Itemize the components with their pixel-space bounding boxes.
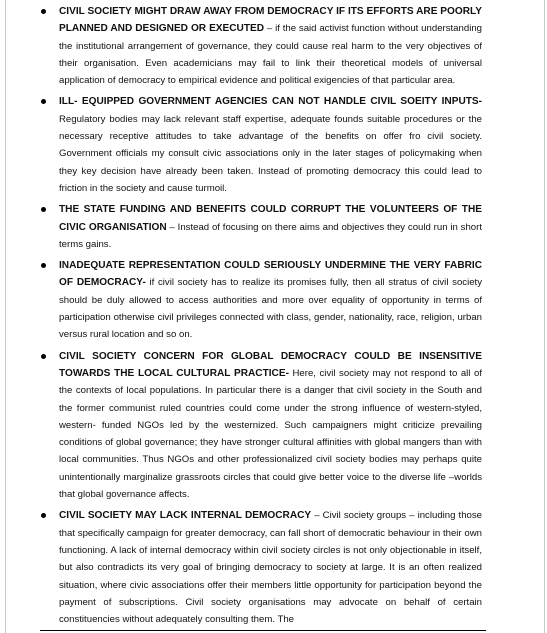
- item-heading: ILL- EQUIPPED GOVERNMENT AGENCIES CAN NOT HANDLE CIVIL SOEITY INPUTS-: [59, 96, 482, 108]
- item-heading: INADEQUATE REPRESENTATION COULD SERIOUSLY UNDERMINE THE VERY FABRIC OF DEMOCRACY-: [59, 260, 482, 289]
- page-border-right: [544, 0, 545, 633]
- item-body: – Instead of focusing on there aims and objectives they could run in short terms gains.: [59, 221, 482, 250]
- bullet-list: [59, 3, 482, 632]
- item-heading: CIVIL SOCIETY MIGHT DRAW AWAY FROM DEMOCRACY IF ITS EFFORTS ARE POORLY PLANNED AND DESIGNED OR EXECUTED: [59, 6, 482, 35]
- bullet-icon: [41, 513, 46, 518]
- item-body: Regulatory bodies may lack relevant staff expertise, adequate founds suitable procedures or the necessary receptive attitudes to take advantage of the benefits on offer fro civil society. Government officials my consult civic associations only in the later stages of policymaking when they key decision have already been taken. Instead of promoting democracy this could lead to friction in the society and cause turmoil.: [59, 113, 482, 194]
- item-body: – Civil society groups – including those that specifically campaign for greater democracy, can fall short of democratic behaviour in their own functioning. A lack of internal democracy within civil society circles is not only objectionable in itself, but also contradicts its very goal of bringing democracy to society at large. It is an often realized situation, where civic associations offer their members little opportunity for participation beyond the payment of subscriptions. Civil society organisations may advocate on behalf of certain constituencies without adequately consulting them. The: [59, 510, 482, 626]
- page-border-left: [5, 0, 6, 633]
- list-item: [59, 3, 482, 89]
- bullet-icon: [41, 99, 46, 104]
- item-heading: CIVIL SOCIETY MAY LACK INTERNAL DEMOCRACY: [59, 510, 312, 522]
- item-body: if civil society has to realize its promises fully, then all stratus of civil society should be duly allowed to access authorities and more over equality of opportunity in terms of participation otherwise civil privileges connected with class, gender, nationality, race, religion, urban versus rural location and so on.: [59, 277, 482, 341]
- bottom-divider: [40, 630, 486, 631]
- item-heading: CIVIL SOCIETY CONCERN FOR GLOBAL DEMOCRACY COULD BE INSENSITIVE TOWARDS THE LOCAL CULTURAL PRACTICE-: [59, 350, 482, 379]
- item-body: Here, civil society may not respond to all of the contexts of local populations. In particular there is a danger that civil society in the South and the former communist ruled countries could come under the strong influence of western-styled, western- funded NGOs led by the westernized. Such campaigners might criticize prevailing conditions of global governance; they have stronger cultural affinities with global mangers than with local communities. Thus NGOs and other professionalized civil society bodies may perhaps quite unintentionally marginalize grassroots circles that could give better voice to the diverse life –worlds that global governance affects.: [59, 367, 483, 501]
- bullet-icon: [41, 263, 46, 268]
- item-heading: THE STATE FUNDING AND BENEFITS COULD CORRUPT THE VOLUNTEERS OF THE CIVIC ORGANISATION: [59, 204, 482, 233]
- bullet-icon: [41, 9, 46, 14]
- bullet-icon: [41, 207, 46, 212]
- list-item: [59, 507, 482, 628]
- item-body: – if the said activist function without understanding the institutional arrangement of governance, they could cause real harm to the very objectives of their organisation. Even academicians may fail to link their theoretical models of universal application of democracy to empirical evidence and political exigencies of that particular area.: [59, 23, 482, 87]
- list-item: [59, 201, 482, 253]
- list-item: [59, 257, 482, 343]
- list-item: [59, 348, 482, 504]
- bullet-icon: [41, 354, 46, 359]
- list-item: [59, 93, 482, 197]
